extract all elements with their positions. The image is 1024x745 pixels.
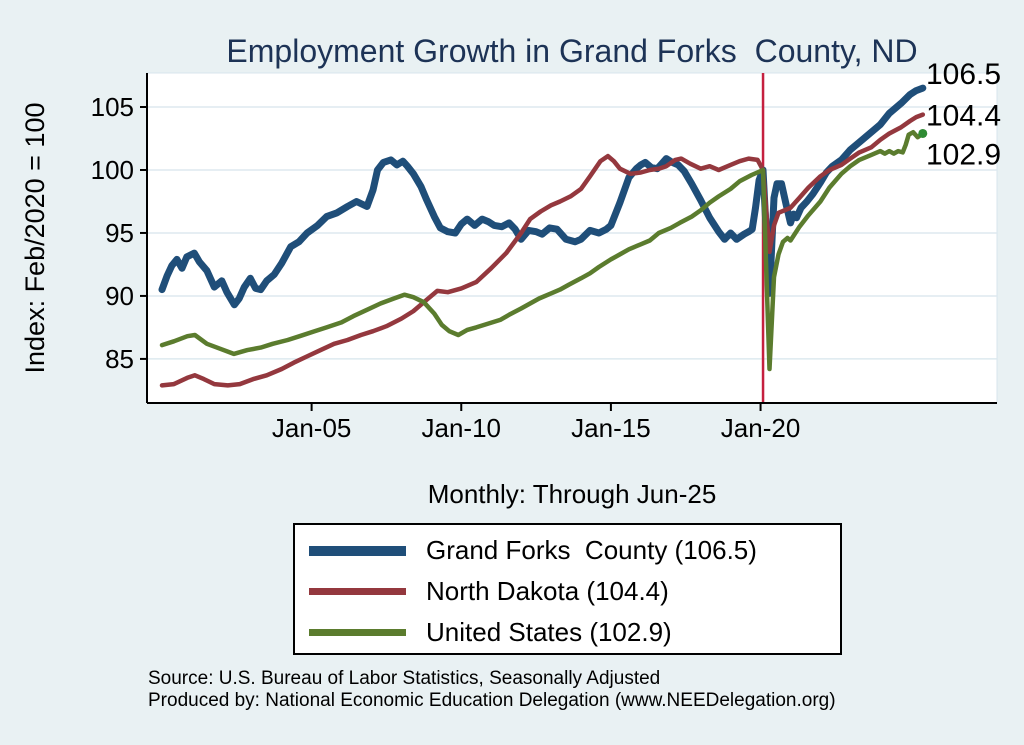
legend (293, 523, 842, 655)
x-tick-label: Jan-20 (720, 413, 801, 443)
legend-swatch-grand-forks (309, 546, 406, 556)
legend-swatch-united-states (309, 629, 406, 636)
y-tick-label: 100 (90, 154, 134, 185)
x-tick-label: Jan-15 (571, 413, 651, 443)
legend-item-grand-forks (309, 530, 840, 571)
produced-by-note: Produced by: National Economic Education Delegation (www.NEEDelegation.org) (148, 690, 836, 711)
x-tick-label: Jan-10 (421, 413, 502, 443)
end-value-label: 106.5 (926, 58, 1002, 92)
footer-notes (148, 668, 836, 712)
legend-item-north-dakota (309, 571, 840, 612)
x-tick-label: Jan-05 (271, 413, 352, 443)
y-axis-title: Index: Feb/2020 = 100 (20, 102, 50, 374)
chart-subtitle: Monthly: Through Jun-25 (427, 479, 717, 509)
legend-label-united-states: United States (102.9) (426, 617, 672, 647)
y-tick-label: 95 (105, 217, 134, 248)
legend-label-grand-forks: Grand Forks County (106.5) (426, 535, 757, 565)
legend-item-united-states (309, 612, 840, 653)
end-value-label: 102.9 (926, 138, 1002, 172)
source-note: Source: U.S. Bureau of Labor Statistics, Seasonally Adjusted (148, 668, 661, 689)
legend-swatch-north-dakota (309, 588, 406, 595)
y-tick-label: 85 (105, 343, 134, 374)
y-tick-label: 90 (105, 280, 134, 311)
end-value-label: 104.4 (926, 99, 1002, 133)
legend-label-north-dakota: North Dakota (104.4) (426, 576, 669, 606)
chart-title: Employment Growth in Grand Forks County, ND (226, 33, 918, 69)
y-tick-label: 105 (90, 92, 134, 123)
